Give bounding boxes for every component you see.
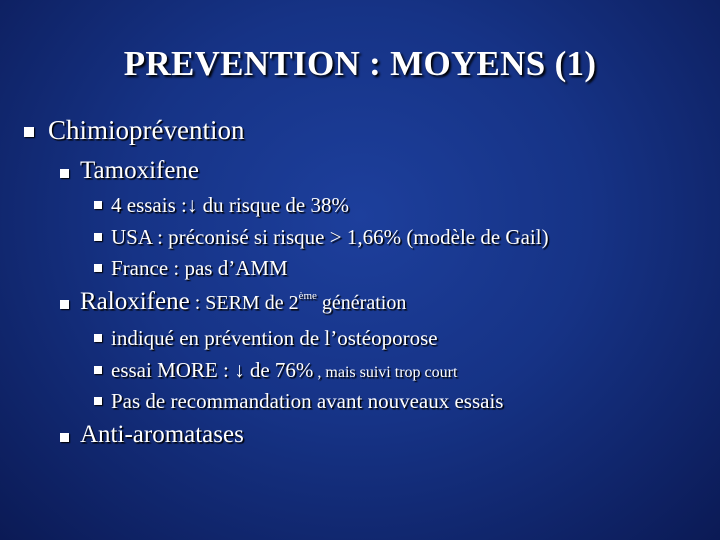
essai-more-text: essai MORE : ↓ de 76%	[111, 358, 314, 382]
bullet-level2-raloxifene	[80, 288, 406, 316]
square-bullet-icon	[94, 264, 102, 272]
slide-title: PREVENTION : MOYENS (1)	[123, 44, 597, 83]
square-bullet-icon	[94, 233, 102, 241]
bullet-level2-anti-aromatases: Anti-aromatases	[80, 421, 244, 448]
suivi-court-text: , mais suivi trop court	[313, 364, 458, 381]
bullet-level2-tamoxifene: Tamoxifene	[80, 157, 200, 184]
raloxifene-label: Raloxifene	[80, 288, 190, 315]
square-bullet-icon	[60, 169, 69, 178]
generation-text: génération	[316, 292, 407, 314]
serm-text: : SERM de 2	[189, 292, 299, 314]
square-bullet-icon	[94, 397, 102, 405]
square-bullet-icon	[24, 127, 34, 137]
square-bullet-icon	[60, 433, 69, 442]
bullet-level3-osteoporose: indiqué en prévention de l’ostéoporose	[111, 326, 438, 350]
bullet-level1-chimioprevention: Chimioprévention	[48, 115, 245, 145]
bullet-level3-usa: USA : préconisé si risque > 1,66% (modèle de Gail)	[111, 225, 549, 249]
superscript-eme: ème	[298, 290, 317, 302]
bullet-level3-essai-more	[111, 358, 457, 383]
square-bullet-icon	[94, 201, 102, 209]
square-bullet-icon	[94, 366, 102, 374]
square-bullet-icon	[94, 334, 102, 342]
bullet-level3-recommandation: Pas de recommandation avant nouveaux essais	[111, 389, 504, 413]
bullet-level3-essais: 4 essais :↓ du risque de 38%	[111, 193, 349, 217]
bullet-level3-france: France : pas d’AMM	[111, 256, 288, 280]
square-bullet-icon	[60, 300, 69, 309]
